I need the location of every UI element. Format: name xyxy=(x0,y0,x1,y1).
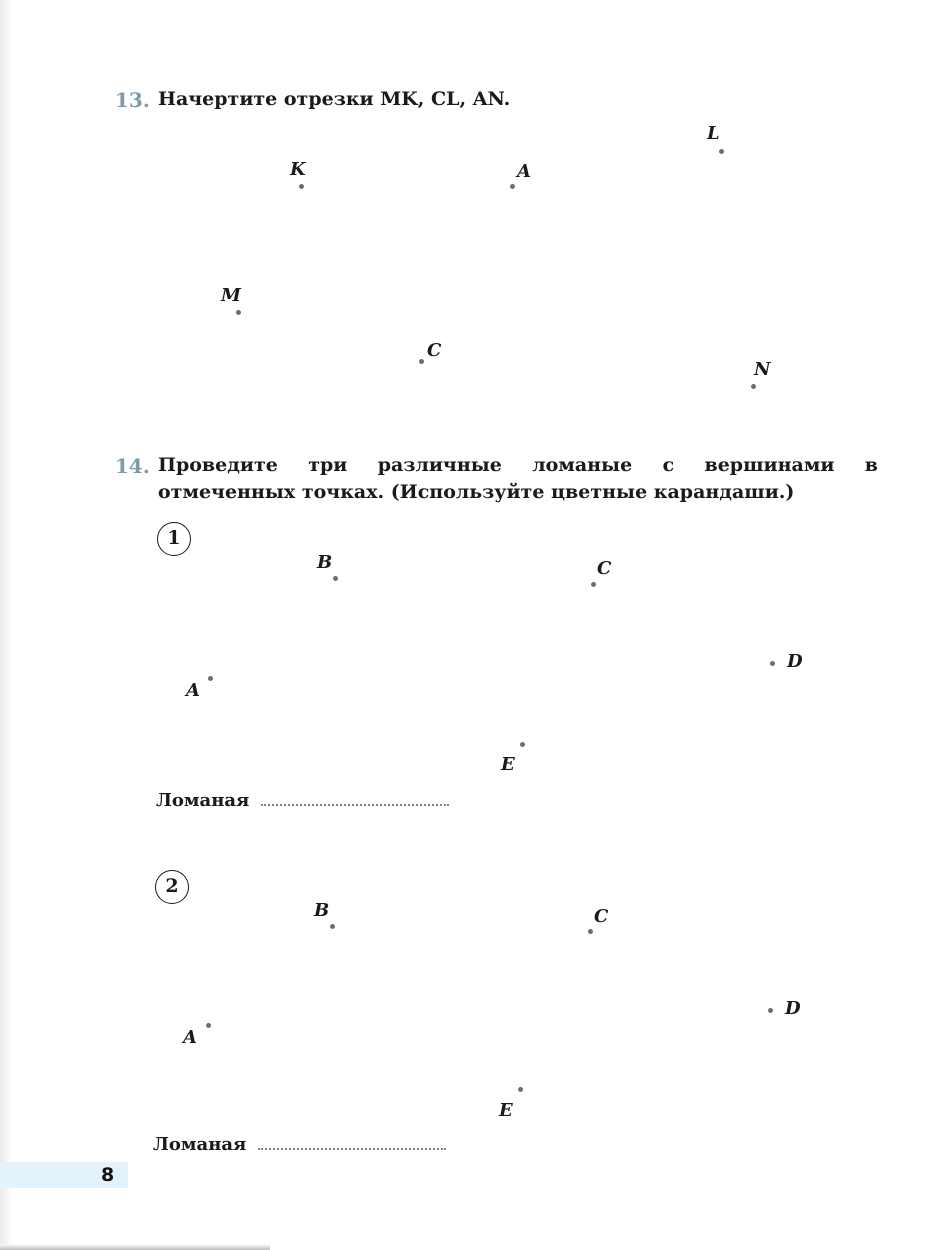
point-a xyxy=(510,184,515,189)
label-c: C xyxy=(427,340,442,361)
v1-point-e xyxy=(520,742,525,747)
label-l: L xyxy=(707,123,720,144)
v1-point-c xyxy=(591,582,596,587)
label-m: M xyxy=(221,285,241,306)
v1-answer-blank[interactable] xyxy=(261,803,449,806)
v2-point-a xyxy=(206,1023,211,1028)
v1-label-a: A xyxy=(186,680,200,701)
page-edge-shadow xyxy=(0,0,12,1250)
v2-label-d: D xyxy=(785,998,801,1019)
variant-1-badge: 1 xyxy=(157,522,191,556)
label-a: A xyxy=(517,161,531,182)
v1-label-c: C xyxy=(597,558,612,579)
v2-label-a: A xyxy=(183,1027,197,1048)
v2-label-b: B xyxy=(314,900,330,921)
point-m xyxy=(236,310,241,315)
task-13-number: 13. xyxy=(115,88,150,112)
v1-point-b xyxy=(333,576,338,581)
v2-answer-label: Ломаная xyxy=(153,1134,247,1155)
v2-point-c xyxy=(588,929,593,934)
v2-answer-blank[interactable] xyxy=(258,1147,446,1150)
v1-answer-line xyxy=(156,790,449,811)
v2-point-e xyxy=(518,1087,523,1092)
page-edge-bottom xyxy=(0,1244,270,1250)
task-14-number: 14. xyxy=(115,454,150,478)
v2-label-e: E xyxy=(499,1100,513,1121)
v1-point-a xyxy=(208,676,213,681)
page-number: 8 xyxy=(101,1164,115,1186)
v2-point-d xyxy=(768,1008,773,1013)
v1-label-d: D xyxy=(787,651,803,672)
point-n xyxy=(751,384,756,389)
v1-answer-label: Ломаная xyxy=(156,790,250,811)
v2-label-c: C xyxy=(594,906,609,927)
v2-answer-line xyxy=(153,1134,446,1155)
variant-2-badge: 2 xyxy=(155,870,189,904)
task-14-text: Проведите три различные ломаные с вершинами в отмеченных точках. (Используйте цветные карандаши.) xyxy=(158,454,878,503)
v2-point-b xyxy=(330,924,335,929)
label-n: N xyxy=(754,359,771,380)
point-c xyxy=(419,359,424,364)
v1-point-d xyxy=(770,661,775,666)
v1-label-e: E xyxy=(501,754,515,775)
v1-label-b: B xyxy=(317,552,333,573)
task-13-text: Начертите отрезки MK, CL, AN. xyxy=(158,88,511,110)
label-k: K xyxy=(290,159,306,180)
point-k xyxy=(299,184,304,189)
point-l xyxy=(719,149,724,154)
